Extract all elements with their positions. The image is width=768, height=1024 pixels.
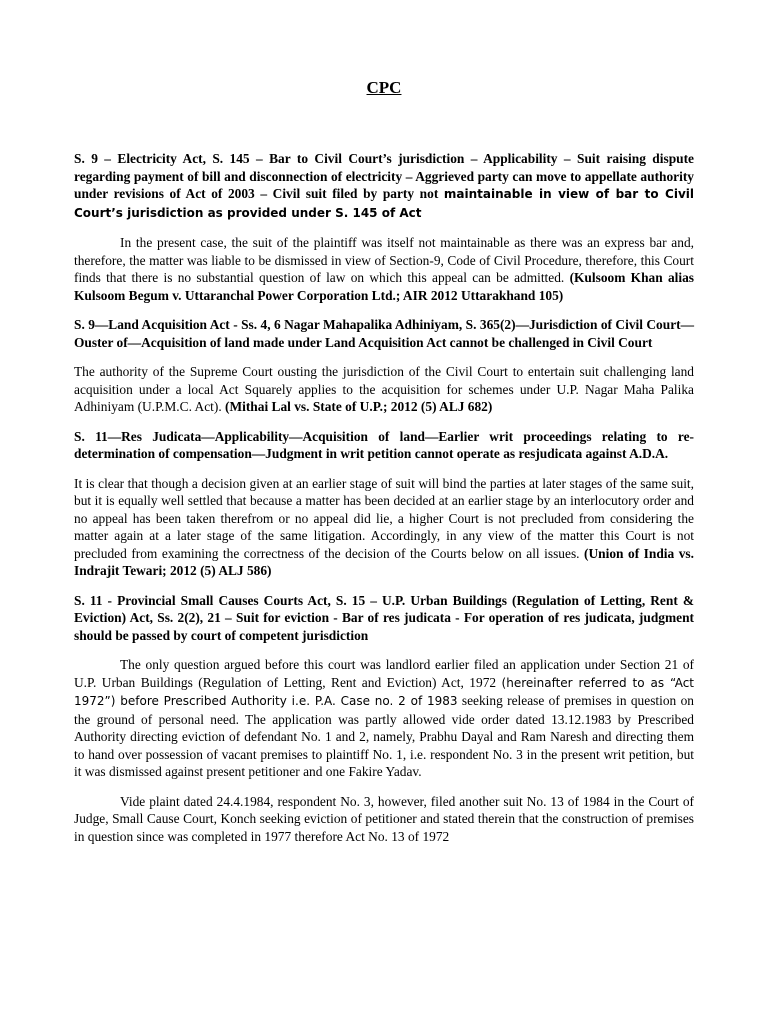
paragraph-text-sans: (hereinafter referred to as “Act 1972”) before Prescribed Authority i.e. P.A. Case no. 2 of 1983 [74, 675, 694, 708]
section-heading: S. 11 - Provincial Small Causes Courts Act, S. 15 – U.P. Urban Buildings (Regulation of Letting, Rent & Eviction) Act, Ss. 2(2), 21 – Suit for eviction - Bar of res judicata - For operation of res judicata, judgment should be passed by court of competent jurisdiction [74, 592, 694, 643]
section-paragraph [74, 234, 694, 304]
paragraph-text: It is clear that though a decision given at an earlier stage of suit will bind the parties at later stages of the same suit, but it is equally well settled that because a matter has been decided at an earlier stage by an interlocutory order and no appeal has been taken therefrom or no appeal did lie, a higher Court is not precluded from considering the matter again at a later stage of the same litigation. Accordingly, in any view of the matter this Court is not precluded from examining the correctness of the decision of the Courts below on all issues. [74, 475, 694, 561]
document-body [74, 150, 694, 845]
paragraph-text: The only question argued before this court was landlord earlier filed an application under Section 21 of U.P. Urban Buildings (Regulation of Letting, Rent and Eviction) Act, 1972 [74, 657, 694, 690]
section-paragraph [74, 656, 694, 781]
section-paragraph: Vide plaint dated 24.4.1984, respondent No. 3, however, filed another suit No. 13 of 1984 in the Court of Judge, Small Cause Court, Konch seeking eviction of petitioner and stated therein that the construction of premises in question since was completed in 1977 therefore Act No. 13 of 1972 [74, 793, 694, 844]
case-citation: (Mithai Lal vs. State of U.P.; 2012 (5) ALJ 682) [225, 399, 493, 414]
case-citation: (Kulsoom Khan alias Kulsoom Begum v. Uttaranchal Power Corporation Ltd.; AIR 2012 Uttarakhand 105) [74, 270, 694, 303]
case-citation: (Union of India vs. Indrajit Tewari; 2012 (5) ALJ 586) [74, 545, 694, 578]
section-heading: S. 9—Land Acquisition Act - Ss. 4, 6 Nagar Mahapalika Adhiniyam, S. 365(2)—Jurisdiction of Civil Court—Ouster of—Acquisition of land made under Land Acquisition Act cannot be challenged in Civil Court [74, 317, 694, 350]
document-title: CPC [366, 78, 402, 97]
section-paragraph [74, 475, 694, 580]
section-paragraph [74, 363, 694, 416]
paragraph-text: seeking release of premises in question on the ground of personal need. The application was partly allowed vide order dated 13.12.1983 by Prescribed Authority directing eviction of defendant No. 1 and 2, namely, Prabhu Dayal and Ram Naresh and directing them to hand over possession of vacant premises to plaintiff No. 1, i.e. respondent No. 3 in the present writ petition, but it was dismissed against present petitioner and one Fakire Yadav. [74, 693, 694, 779]
section-heading-text-sans: maintainable in view of bar to Civil Court’s jurisdiction as provided under S. 145 of Act [74, 187, 694, 220]
paragraph-text: In the present case, the suit of the plaintiff was itself not maintainable as there was an express bar and, therefore, the matter was liable to be dismissed in view of Section-9, Code of Civil Procedure, therefore, this Court finds that there is no substantial question of law on which this appeal can be admitted. [74, 235, 694, 285]
paragraph-text: The authority of the Supreme Court ousting the jurisdiction of the Civil Court to entertain suit challenging land acquisition under a local Act Squarely applies to the acquisition for schemes under U.P. Nagar Maha Palika Adhiniyam (U.P.M.C. Act). [74, 364, 694, 414]
section-heading [74, 150, 694, 222]
section-heading-text: S. 9 – Electricity Act, S. 145 – Bar to Civil Court’s jurisdiction – Applicability – Suit raising dispute regarding payment of bill and disconnection of electricity – Aggrieved party can move to appellate authority under revisions of Act of 2003 – Civil suit filed by party not [74, 151, 694, 201]
section-heading: S. 11—Res Judicata—Applicability—Acquisition of land—Earlier writ proceedings relating to re-determination of compensation—Judgment in writ petition cannot operate as resjudicata against A.D.A. [74, 428, 694, 461]
